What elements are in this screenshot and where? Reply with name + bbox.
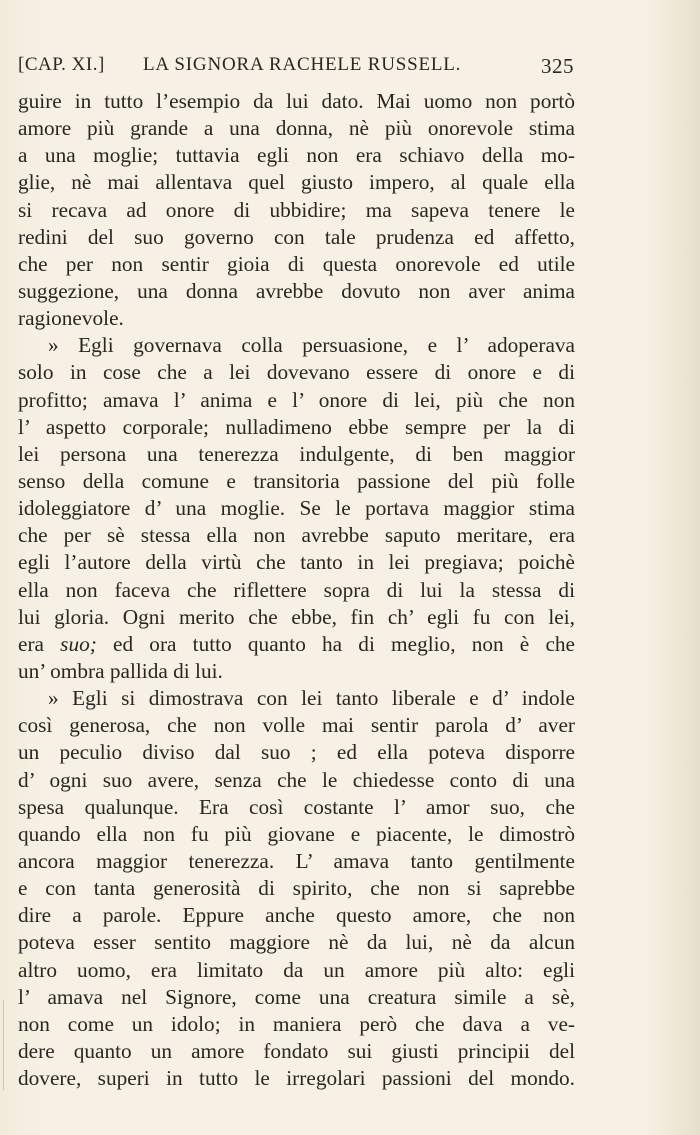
text-line: poteva esser sentito maggiore nè da lui, nè da alcun (18, 930, 575, 955)
text-line: ragionevole. (18, 306, 124, 331)
text-line: solo in cose che a lei dovevano essere di onore e di (18, 360, 575, 385)
text-line: che per non sentir gioia di questa onorevole ed utile (18, 251, 575, 276)
text-line: suggezione, una donna avrebbe dovuto non aver anima (18, 278, 575, 303)
text-line: altro uomo, era limitato da un amore più alto: egli (18, 957, 575, 982)
text-line: e con tanta generosità di spirito, che non si saprebbe (18, 876, 575, 901)
text-line: quando ella non fu più giovane e piacente, le dimostrò (18, 821, 575, 846)
text-line: lei persona una tenerezza indulgente, di ben maggior (18, 441, 575, 466)
text-line: dovere, superi in tutto le irregolari passioni del mondo. (18, 1066, 575, 1091)
text-line: che per sè stessa ella non avrebbe saputo meritare, era (18, 523, 575, 548)
text-line: ancora maggior tenerezza. L’ amava tanto gentilmente (18, 848, 575, 873)
text-line: lui gloria. Ogni merito che ebbe, fin ch’ egli fu con lei, (18, 604, 575, 629)
text-segment: ed ora tutto quanto ha di meglio, non è che (96, 631, 575, 656)
text-line: » Egli governava colla persuasione, e l’ adoperava (48, 333, 575, 358)
text-line: d’ ogni suo avere, senza che le chiedesse conto di una (18, 767, 575, 792)
text-line: così generosa, che non volle mai sentir parola d’ aver (18, 713, 575, 738)
text-line: » Egli si dimostrava con lei tanto liberale e d’ indole (48, 686, 575, 711)
text-line: spesa qualunque. Era così costante l’ amor suo, che (18, 794, 575, 819)
text-line: un peculio diviso dal suo ; ed ella poteva disporre (18, 740, 575, 765)
running-title: LA SIGNORA RACHELE RUSSELL. (143, 54, 462, 75)
body-text (18, 88, 575, 1092)
running-header (18, 54, 574, 80)
text-line: dere quanto un amore fondato sui giusti principii del (18, 1038, 575, 1063)
text-line: profitto; amava l’ anima e l’ onore di lei, più che non (18, 387, 575, 412)
chapter-label: [CAP. XI.] (18, 54, 105, 75)
text-line: si recava ad onore di ubbidire; ma sapeva tenere le (18, 197, 575, 222)
text-line: idoleggiatore d’ una moglie. Se le portava maggior stima (18, 496, 575, 521)
text-line: guire in tutto l’esempio da lui dato. Mai uomo non portò (18, 89, 575, 113)
text-line: senso della comune e transitoria passione del più folle (18, 468, 575, 493)
page-number: 325 (541, 54, 574, 78)
page-edge-shadow (3, 1000, 4, 1090)
text-line: un’ ombra pallida di lui. (18, 658, 223, 683)
text-line: l’ aspetto corporale; nulladimeno ebbe sempre per la di (18, 414, 575, 439)
text-line: l’ amava nel Signore, come una creatura simile a sè, (18, 984, 575, 1009)
text-segment: era (18, 631, 61, 656)
text-line: ella non faceva che riflettere sopra di lui la stessa di (18, 577, 575, 602)
text-line: glie, nè mai allentava quel giusto impero, al quale ella (18, 170, 575, 195)
text-line: amore più grande a una donna, nè più onorevole stima (18, 116, 575, 141)
text-line: a una moglie; tuttavia egli non era schiavo della mo- (18, 143, 575, 168)
text-line: non come un idolo; in maniera però che dava a ve- (18, 1011, 575, 1036)
text-line (18, 631, 575, 658)
text-line: egli l’autore della virtù che tanto in lei pregiava; poichè (18, 550, 575, 575)
italic-word: suo; (60, 631, 97, 656)
text-line: dire a parole. Eppure anche questo amore, che non (18, 903, 575, 928)
text-line: redini del suo governo con tale prudenza ed affetto, (18, 224, 575, 249)
